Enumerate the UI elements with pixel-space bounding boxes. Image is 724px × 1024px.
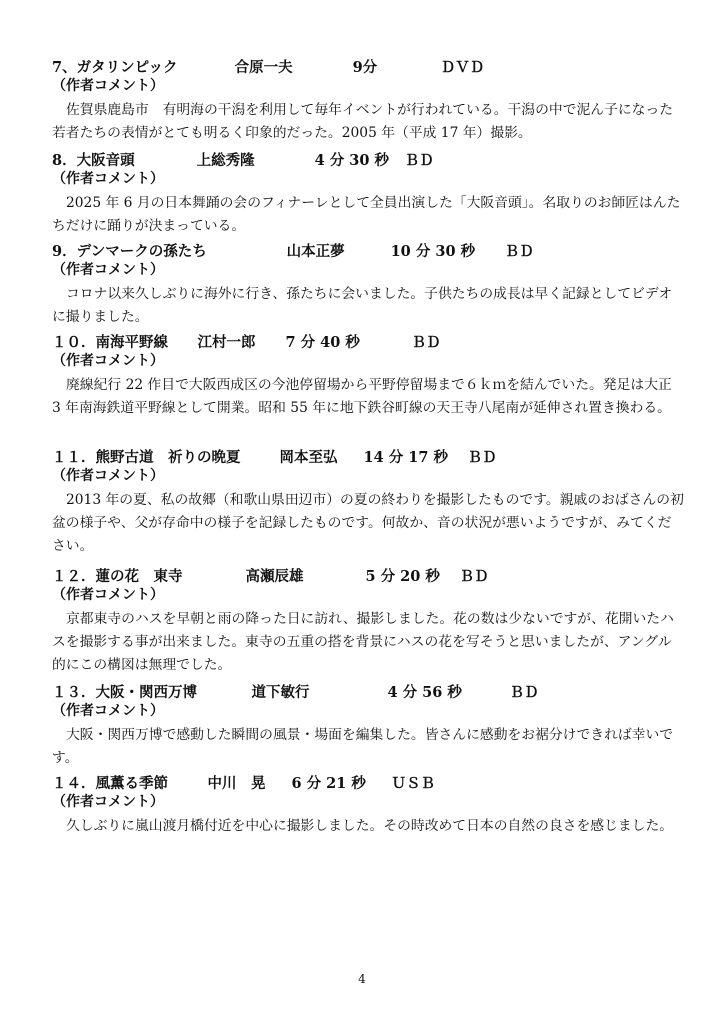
entry-media: ＢＤ [504,243,534,260]
entry-title: 南海平野線 [95,334,168,351]
entry-number: １４． [52,775,96,792]
entry-number: １１． [52,449,96,466]
entry-11 [52,446,684,558]
entry-heading [52,331,684,351]
comment-label: （作者コメント） [52,353,164,369]
entry-title: デンマークの孫たち [76,243,207,260]
entry-title: 大阪・関西万博 [95,684,197,701]
entry-number: １３． [52,684,96,701]
comment-label: （作者コメント） [52,468,164,484]
entry-author: 山本正夢 [286,243,345,260]
entry-13 [52,681,684,770]
entry-duration: 6 分 21 秒 [291,775,366,792]
entry-number: １０． [52,334,96,351]
comment-label: （作者コメント） [52,587,164,603]
entry-duration: 4 分 30 秒 [314,152,390,169]
entry-media: ＢＤ [509,684,539,701]
entry-media: ＤＶＤ [440,59,485,76]
comment-text: 佐賀県鹿島市 有明海の干潟を利用して毎年イベントが行われている。干潟の中で泥ん子になった若者たちの表情がとても明るく印象的だった。2005 年（平成 17 年）撮影。 [52,102,674,141]
entry-author: 中川 晃 [207,775,266,792]
entry-media: ＵＳＢ [391,775,435,792]
entry-number: 9． [52,243,77,260]
entry-14 [52,772,684,838]
comment-text: コロナ以来久しぶりに海外に行き、孫たちに会いました。子供たちの成長は早く記録としてビデオに撮りました。 [52,286,673,325]
comment-label: （作者コメント） [52,262,164,278]
entry-media: ＢＤ [459,568,489,585]
entry-duration: 14 分 17 秒 [363,449,449,466]
entry-author: 道下敏行 [251,684,310,701]
entry-7 [52,56,684,145]
entry-12 [52,565,684,677]
entry-author: 高瀬辰雄 [245,568,304,585]
entry-title: 蓮の花 東寺 [95,568,183,585]
entry-author: 合原一夫 [234,59,293,76]
comment-text: 2013 年の夏、私の故郷（和歌山県田辺市）の夏の終わりを撮影したものです。親戚のおばさんの初盆の様子や、父が存命中の様子を記録したものです。何故か、音の状況が悪いようですが、みてください。 [52,492,684,554]
entry-media: ＢＤ [467,449,497,466]
page-number: 4 [358,972,366,986]
entry-title: 風薫る季節 [95,775,168,792]
entry-author: 岡本至弘 [279,449,338,466]
entry-heading [52,565,684,585]
entry-number: １２． [52,568,96,585]
entry-9 [52,240,684,329]
entry-heading [52,772,684,792]
comment-text: 2025 年 6 月の日本舞踊の会のフィナーレとして全員出演した「大阪音頭」。名取りのお師匠はんたちだけに踊りが決まっている。 [52,195,681,234]
entry-heading [52,56,684,76]
comment-text: 廃線紀行 22 作目で大阪西成区の今池停留場から平野停留場まで６ｋｍを結んでいた。発足は大正 3 年南海鉄道平野線として開業。昭和 55 年に地下鉄谷町線の天王寺八尾南が延伸され置き換わる。 [52,377,672,416]
entry-title: ガタリンピック [76,59,178,76]
entry-10 [52,331,684,420]
entry-heading [52,446,684,466]
entry-author: 上総秀隆 [196,152,255,169]
entry-title: 熊野古道 祈りの晩夏 [95,449,241,466]
comment-label: （作者コメント） [52,78,164,94]
entry-media: ＢＤ [411,334,441,351]
comment-text: 久しぶりに嵐山渡月橋付近を中心に撮影しました。その時改めて日本の自然の良さを感じました。 [66,818,674,834]
comment-text: 京都東寺のハスを早朝と雨の降った日に訪れ、撮影しました。花の数は少ないですが、花開いたハスを撮影する事が出来ました。東寺の五重の搭を背景にハスの花を写そうと思いましたが、アングル的にこの構図は無理でした。 [52,611,674,673]
entry-title: 大阪音頭 [76,152,135,169]
comment-label: （作者コメント） [52,171,164,187]
entry-8 [52,149,684,238]
entry-duration: 10 分 30 秒 [390,243,476,260]
comment-label: （作者コメント） [52,703,164,719]
comment-text: 大阪・関西万博で感動した瞬間の風景・場面を編集した。皆さんに感動をお裾分けできれば幸いです。 [52,727,674,766]
entry-media: ＢＤ [404,152,434,169]
entry-heading [52,681,684,701]
entry-number: 7、 [52,59,77,76]
comment-label: （作者コメント） [52,794,164,810]
entry-duration: 7 分 40 秒 [285,334,360,351]
entry-duration: 5 分 20 秒 [365,568,440,585]
entry-number: 8． [52,152,77,169]
entry-heading [52,240,684,260]
entry-duration: 9分 [352,59,378,76]
entry-author: 江村一郎 [197,334,256,351]
entry-heading [52,149,684,169]
entry-duration: 4 分 56 秒 [387,684,462,701]
